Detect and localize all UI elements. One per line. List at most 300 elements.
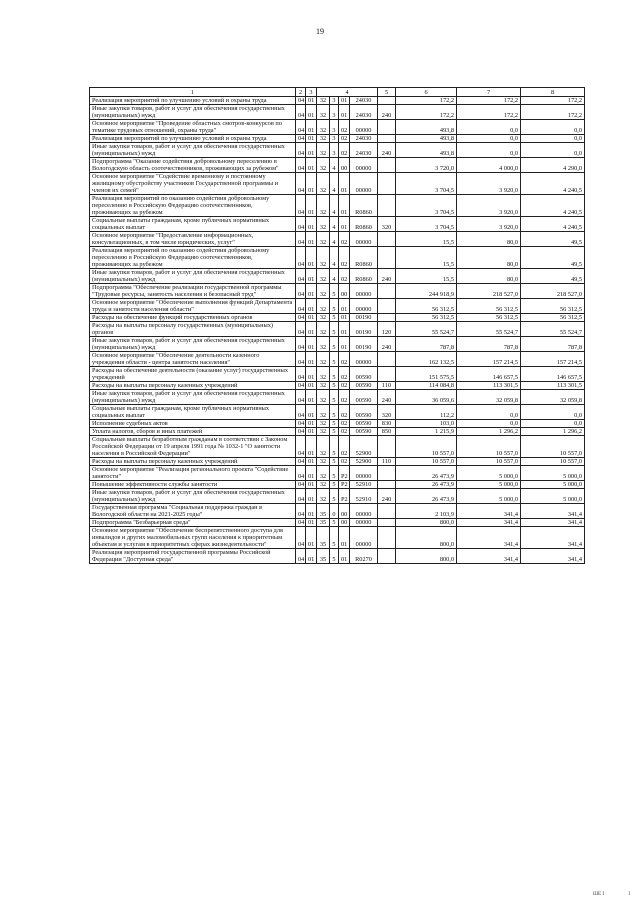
code-direction: 00190 [350,337,378,352]
code-section: 04 [296,390,306,405]
row-name: Социальные выплаты гражданам, кроме публичных нормативных социальных выплат [90,217,296,232]
code-program: 32 [317,405,330,420]
amount-col6: 15,5 [396,269,457,284]
code-program: 32 [317,322,330,337]
amount-col8: 56 312,5 [521,314,585,322]
code-subsection: 01 [306,299,317,314]
code-subprogram: 5 [330,436,339,458]
code-section: 04 [296,466,306,481]
code-expense-type: 240 [378,489,396,504]
code-direction: 52900 [350,458,378,466]
code-program: 32 [317,158,330,173]
amount-col7: 341,4 [457,549,521,564]
code-program: 32 [317,232,330,247]
amount-col8: 32 059,8 [521,390,585,405]
code-expense-type: 120 [378,322,396,337]
amount-col6: 3 704,5 [396,195,457,217]
code-subsection: 01 [306,314,317,322]
header-cell: 3 [306,88,317,97]
code-expense-type [378,135,396,143]
code-expense-type: 850 [378,428,396,436]
table-row [90,269,585,284]
amount-col6: 114 084,8 [396,382,457,390]
code-subprogram: 5 [330,314,339,322]
code-event: 01 [339,527,350,549]
code-subsection: 01 [306,458,317,466]
code-event: 02 [339,436,350,458]
code-subprogram: 5 [330,481,339,489]
code-direction: 52910 [350,489,378,504]
row-name: Основное мероприятие "Содействие временному и постоянному жилищному обустройству участников Государственной программы и членов их семей" [90,173,296,195]
amount-col8: 341,4 [521,527,585,549]
amount-col6: 56 312,5 [396,299,457,314]
amount-col7: 80,0 [457,232,521,247]
table-row [90,284,585,299]
header-cell: 5 [378,88,396,97]
table-row [90,549,585,564]
code-subprogram: 5 [330,390,339,405]
code-subprogram: 5 [330,299,339,314]
code-expense-type: 240 [378,390,396,405]
table-row [90,481,585,489]
code-program: 35 [317,519,330,527]
code-section: 04 [296,504,306,519]
code-subprogram: 5 [330,489,339,504]
row-name: Исполнение судебных актов [90,420,296,428]
code-expense-type [378,173,396,195]
code-expense-type [378,158,396,173]
code-subprogram: 5 [330,405,339,420]
code-section: 04 [296,135,306,143]
code-subprogram: 4 [330,195,339,217]
amount-col8: 55 524,7 [521,322,585,337]
amount-col7: 0,0 [457,135,521,143]
table-row [90,195,585,217]
code-section: 04 [296,173,306,195]
table-row [90,405,585,420]
code-event: 02 [339,382,350,390]
code-subsection: 01 [306,420,317,428]
code-subprogram: 5 [330,420,339,428]
amount-col7: 10 557,0 [457,436,521,458]
code-program: 32 [317,337,330,352]
code-program: 32 [317,382,330,390]
amount-col7: 341,4 [457,519,521,527]
code-subprogram: 3 [330,120,339,135]
amount-col8: 4 240,5 [521,173,585,195]
code-direction: R0860 [350,247,378,269]
amount-col8: 787,8 [521,337,585,352]
row-name: Расходы на выплаты персоналу государственных (муниципальных) органов [90,322,296,337]
header-cell: 8 [521,88,585,97]
code-section: 04 [296,549,306,564]
row-name: Социальные выплаты гражданам, кроме публичных нормативных социальных выплат [90,405,296,420]
row-name: Социальные выплаты безработным гражданам в соответствии с Законом Российской Федерации от 19 апреля 1991 года № 1032-1 "О занятости населения в Российской Федерации" [90,436,296,458]
amount-col8: 4 240,5 [521,195,585,217]
code-subprogram: 5 [330,382,339,390]
code-event: 02 [339,405,350,420]
code-section: 04 [296,97,306,105]
code-direction: R0860 [350,269,378,284]
code-subsection: 01 [306,143,317,158]
table-row [90,232,585,247]
code-event: P2 [339,481,350,489]
row-name: Подпрограмма "Безбарьерная среда" [90,519,296,527]
code-event: 00 [339,519,350,527]
code-direction: 00590 [350,390,378,405]
amount-col8: 341,4 [521,519,585,527]
table-row [90,420,585,428]
table-row [90,466,585,481]
amount-col7: 1 296,2 [457,428,521,436]
code-subprogram: 4 [330,158,339,173]
code-event: 02 [339,458,350,466]
code-subprogram: 5 [330,519,339,527]
code-subprogram: 0 [330,504,339,519]
row-name: Иные закупки товаров, работ и услуг для обеспечения государственных (муниципальных) нужд [90,105,296,120]
table-row [90,382,585,390]
table-row [90,527,585,549]
header-cell: 1 [90,88,296,97]
amount-col7: 3 920,0 [457,195,521,217]
code-direction: 00000 [350,284,378,299]
code-program: 32 [317,217,330,232]
row-name: Расходы на обеспечение деятельности (оказание услуг) государственных учреждений [90,367,296,382]
code-direction: 00000 [350,120,378,135]
amount-col6: 1 215,9 [396,428,457,436]
row-name: Иные закупки товаров, работ и услуг для обеспечения государственных (муниципальных) нужд [90,337,296,352]
code-event: 01 [339,195,350,217]
amount-col8: 113 301,5 [521,382,585,390]
code-section: 04 [296,322,306,337]
code-direction: 00000 [350,519,378,527]
row-name: Основное мероприятие "Проведение областных смотров-конкурсов по тематике трудовых отношений, охраны труда" [90,120,296,135]
code-direction: 00000 [350,466,378,481]
page-number: 19 [316,27,324,36]
code-direction: 00590 [350,405,378,420]
code-program: 35 [317,527,330,549]
code-subsection: 01 [306,382,317,390]
row-name: Повышение эффективности службы занятости [90,481,296,489]
code-expense-type: 240 [378,143,396,158]
code-program: 35 [317,504,330,519]
code-program: 32 [317,247,330,269]
amount-col6: 15,5 [396,232,457,247]
table-row [90,217,585,232]
amount-col8: 49,5 [521,269,585,284]
code-subsection: 01 [306,97,317,105]
amount-col7: 4 000,0 [457,158,521,173]
code-subprogram: 5 [330,549,339,564]
code-direction: 00590 [350,420,378,428]
code-expense-type: 110 [378,382,396,390]
code-event: P2 [339,466,350,481]
code-program: 32 [317,481,330,489]
amount-col6: 10 557,0 [396,458,457,466]
amount-col8: 157 214,5 [521,352,585,367]
code-expense-type [378,466,396,481]
code-program: 32 [317,367,330,382]
code-program: 35 [317,549,330,564]
table-row [90,97,585,105]
code-program: 32 [317,352,330,367]
code-program: 32 [317,428,330,436]
code-program: 32 [317,97,330,105]
table-row [90,105,585,120]
amount-col6: 493,8 [396,143,457,158]
code-subsection: 01 [306,390,317,405]
code-direction: 52900 [350,436,378,458]
amount-col6: 26 473,9 [396,489,457,504]
code-program: 32 [317,458,330,466]
amount-col7: 113 301,5 [457,382,521,390]
code-event: 02 [339,428,350,436]
amount-col8: 5 000,0 [521,481,585,489]
amount-col8: 341,4 [521,549,585,564]
amount-col8: 56 312,5 [521,299,585,314]
amount-col8: 4 290,0 [521,158,585,173]
code-direction: 00000 [350,158,378,173]
code-expense-type: 240 [378,269,396,284]
row-name: Основное мероприятие "Предоставление информационных, консультационных, в том числе юридических, услуг" [90,232,296,247]
code-subprogram: 3 [330,105,339,120]
code-event: 02 [339,420,350,428]
budget-table [89,87,585,564]
footer-mark: I [628,892,630,897]
code-direction: R0860 [350,217,378,232]
amount-col6: 10 557,0 [396,436,457,458]
code-subprogram: 5 [330,428,339,436]
amount-col7: 55 524,7 [457,322,521,337]
code-subprogram: 5 [330,527,339,549]
amount-col7: 787,8 [457,337,521,352]
amount-col6: 800,0 [396,519,457,527]
code-subprogram: 4 [330,217,339,232]
code-event: 01 [339,314,350,322]
amount-col6: 36 059,6 [396,390,457,405]
code-subsection: 01 [306,158,317,173]
code-direction: 00590 [350,428,378,436]
code-section: 04 [296,105,306,120]
code-subsection: 01 [306,269,317,284]
code-event: 01 [339,322,350,337]
code-section: 04 [296,382,306,390]
code-event: 01 [339,337,350,352]
code-section: 04 [296,120,306,135]
code-expense-type [378,232,396,247]
table-row [90,504,585,519]
code-subsection: 01 [306,195,317,217]
code-subsection: 01 [306,527,317,549]
code-section: 04 [296,247,306,269]
code-section: 04 [296,352,306,367]
code-program: 32 [317,195,330,217]
code-subprogram: 4 [330,232,339,247]
amount-col6: 493,8 [396,120,457,135]
table-row [90,299,585,314]
amount-col8: 0,0 [521,405,585,420]
code-direction: 00000 [350,173,378,195]
code-section: 04 [296,337,306,352]
code-subsection: 01 [306,247,317,269]
code-subprogram: 5 [330,352,339,367]
code-direction: 00000 [350,352,378,367]
code-program: 32 [317,299,330,314]
code-subprogram: 5 [330,284,339,299]
code-subsection: 01 [306,105,317,120]
amount-col7: 5 000,0 [457,466,521,481]
header-cell: 2 [296,88,306,97]
code-expense-type [378,352,396,367]
row-name: Реализация мероприятий по улучшению условий и охраны труда [90,135,296,143]
code-section: 04 [296,299,306,314]
code-direction: 24030 [350,135,378,143]
table-row [90,158,585,173]
code-section: 04 [296,428,306,436]
code-section: 04 [296,481,306,489]
code-section: 04 [296,405,306,420]
amount-col6: 172,2 [396,105,457,120]
row-name: Основное мероприятие "Обеспечение беспрепятственного доступа для инвалидов и других маломобильных групп населения к приоритетным объектам и услугам в приоритетных сферах жизнедеятельности" [90,527,296,549]
amount-col7: 341,4 [457,527,521,549]
code-direction: 00190 [350,322,378,337]
amount-col8: 5 000,0 [521,489,585,504]
amount-col6: 2 103,9 [396,504,457,519]
code-event: 01 [339,299,350,314]
code-event: 02 [339,352,350,367]
code-subsection: 01 [306,428,317,436]
code-subsection: 01 [306,489,317,504]
table-header-row [90,88,585,97]
code-expense-type [378,481,396,489]
amount-col8: 10 557,0 [521,436,585,458]
code-event: 02 [339,143,350,158]
code-expense-type [378,527,396,549]
row-name: Расходы на выплаты персоналу казенных учреждений [90,458,296,466]
code-subprogram: 5 [330,337,339,352]
code-program: 32 [317,135,330,143]
amount-col6: 55 524,7 [396,322,457,337]
code-expense-type [378,519,396,527]
amount-col6: 244 918,9 [396,284,457,299]
header-cell: 7 [457,88,521,97]
amount-col7: 56 312,5 [457,314,521,322]
amount-col8: 146 657,5 [521,367,585,382]
code-direction: 00000 [350,232,378,247]
code-subsection: 01 [306,466,317,481]
row-name: Основное мероприятие "Обеспечение деятельности казенного учреждения области - центра занятости населения" [90,352,296,367]
code-direction: 24030 [350,143,378,158]
code-subsection: 01 [306,135,317,143]
amount-col7: 10 557,0 [457,458,521,466]
amount-col7: 3 920,0 [457,217,521,232]
amount-col7: 146 657,5 [457,367,521,382]
table-row [90,143,585,158]
amount-col6: 162 132,5 [396,352,457,367]
code-subprogram: 5 [330,322,339,337]
table-row [90,390,585,405]
code-event: 02 [339,269,350,284]
code-program: 32 [317,105,330,120]
amount-col8: 49,5 [521,247,585,269]
code-subsection: 01 [306,352,317,367]
code-section: 04 [296,519,306,527]
code-subsection: 01 [306,120,317,135]
row-name: Основное мероприятие "Реализация регионального проекта "Содействие занятости" [90,466,296,481]
amount-col6: 151 575,5 [396,367,457,382]
amount-col6: 56 312,5 [396,314,457,322]
table-row [90,337,585,352]
row-name: Государственная программа "Социальная поддержка граждан в Вологодской области на 2021-2025 годы" [90,504,296,519]
code-event: 01 [339,105,350,120]
amount-col8: 0,0 [521,120,585,135]
code-subsection: 01 [306,481,317,489]
code-subprogram: 4 [330,269,339,284]
code-event: 02 [339,390,350,405]
header-cell: 6 [396,88,457,97]
code-subsection: 01 [306,519,317,527]
amount-col8: 10 557,0 [521,458,585,466]
code-direction: 00000 [350,504,378,519]
amount-col7: 0,0 [457,420,521,428]
row-name: Иные закупки товаров, работ и услуг для обеспечения государственных (муниципальных) нужд [90,489,296,504]
row-name: Иные закупки товаров, работ и услуг для обеспечения государственных (муниципальных) нужд [90,143,296,158]
row-name: Реализация мероприятий по улучшению условий и охраны труда [90,97,296,105]
code-direction: 00000 [350,299,378,314]
code-direction: R0270 [350,549,378,564]
code-section: 04 [296,420,306,428]
code-program: 32 [317,489,330,504]
amount-col7: 341,4 [457,504,521,519]
code-program: 32 [317,173,330,195]
code-section: 04 [296,217,306,232]
code-program: 32 [317,284,330,299]
amount-col6: 103,0 [396,420,457,428]
code-section: 04 [296,269,306,284]
code-section: 04 [296,436,306,458]
code-event: 00 [339,284,350,299]
table-row [90,247,585,269]
amount-col8: 49,5 [521,232,585,247]
amount-col7: 5 000,0 [457,489,521,504]
amount-col6: 172,2 [396,97,457,105]
code-event: 00 [339,158,350,173]
amount-col7: 5 000,0 [457,481,521,489]
code-section: 04 [296,284,306,299]
code-section: 04 [296,232,306,247]
amount-col6: 15,5 [396,247,457,269]
code-subprogram: 5 [330,458,339,466]
amount-col7: 218 527,0 [457,284,521,299]
amount-col7: 172,2 [457,105,521,120]
code-direction: 00190 [350,314,378,322]
code-direction: 00590 [350,382,378,390]
code-subsection: 01 [306,367,317,382]
amount-col6: 493,8 [396,135,457,143]
code-subsection: 01 [306,173,317,195]
amount-col8: 0,0 [521,420,585,428]
header-cell: 4 [317,88,378,97]
row-name: Уплата налогов, сборов и иных платежей [90,428,296,436]
code-subsection: 01 [306,504,317,519]
code-expense-type [378,314,396,322]
code-section: 04 [296,367,306,382]
code-event: 02 [339,120,350,135]
code-section: 04 [296,458,306,466]
code-subsection: 01 [306,322,317,337]
amount-col7: 0,0 [457,143,521,158]
row-name: Иные закупки товаров, работ и услуг для обеспечения государственных (муниципальных) нужд [90,269,296,284]
